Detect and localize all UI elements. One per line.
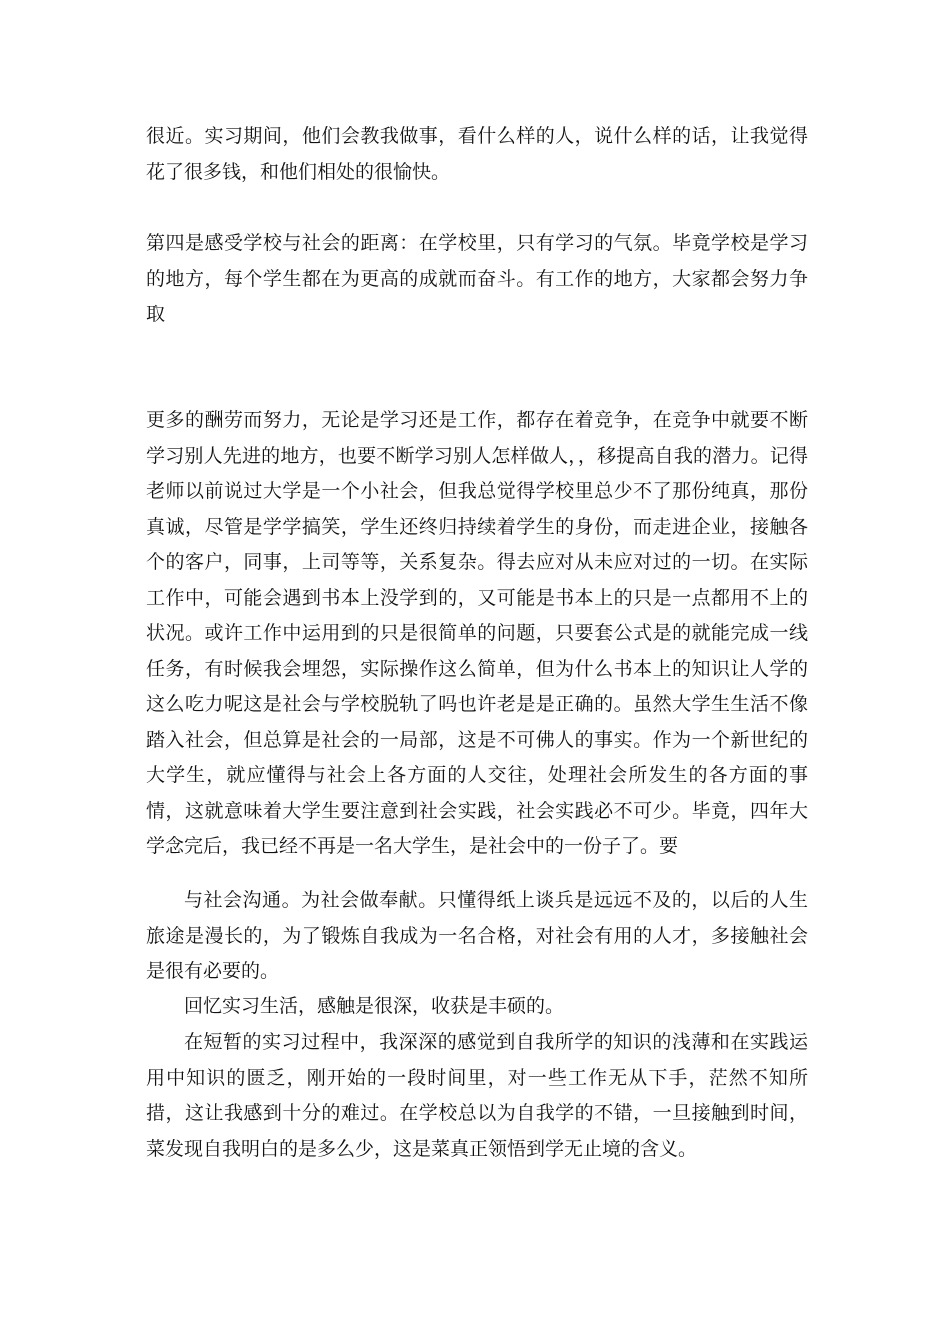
paragraph-1: 很近。实习期间，他们会教我做事，看什么样的人，说什么样的话，让我觉得花了很多钱，和他们相处的很愉快。	[146, 125, 808, 183]
paragraph-6: 在短暂的实习过程中，我深深的感觉到自我所学的知识的浅薄和在实践运用中知识的匮乏，刚开始的一段时间里，对一些工作无从下手，茫然不知所措，这让我感到十分的难过。在学校总以为自我学的不错，一旦接触到时间，菜发现自我明白的是多么少，这是菜真正领悟到学无止境的含义。	[146, 1031, 808, 1160]
paragraph-5: 回忆实习生活，感触是很深，收获是丰硕的。	[184, 995, 565, 1017]
paragraph-4: 与社会沟通。为社会做奉献。只懂得纸上谈兵是远远不及的，以后的人生旅途是漫长的，为了锻炼自我成为一名合格，对社会有用的人才，多接触社会是很有必要的。	[146, 889, 808, 982]
paragraph-2: 第四是感受学校与社会的距离：在学校里，只有学习的气氛。毕竟学校是学习的地方，每个学生都在为更高的成就而奋斗。有工作的地方，大家都会努力争取	[146, 232, 808, 325]
paragraph-3: 更多的酬劳而努力，无论是学习还是工作，都存在着竞争，在竞争中就要不断学习别人先进的地方，也要不断学习别人怎样做人，，移提高自我的潜力。记得老师以前说过大学是一个小社会，但我总觉得学校里总少不了那份纯真，那份真诚，尽管是学学搞笑，学生还终归持续着学生的身份，而走进企业，接触各个的客户，同事，上司等等，关系复杂。得去应对从未应对过的一切。在实际工作中，可能会遇到书本上没学到的，又可能是书本上的只是一点都用不上的状况。或许工作中运用到的只是很简单的问题，只要套公式是的就能完成一线任务，有时候我会埋怨，实际操作这么简单，但为什么书本上的知识让人学的这么吃力呢这是社会与学校脱轨了吗也许老是是正确的。虽然大学生生活不像踏入社会，但总算是社会的一局部，这是不可佛人的事实。作为一个新世纪的大学生，就应懂得与社会上各方面的人交往，处理社会所发生的各方面的事情，这就意味着大学生要注意到社会实践，社会实践必不可少。毕竟，四年大学念完后，我已经不再是一名大学生，是社会中的一份子了。要	[146, 409, 808, 857]
